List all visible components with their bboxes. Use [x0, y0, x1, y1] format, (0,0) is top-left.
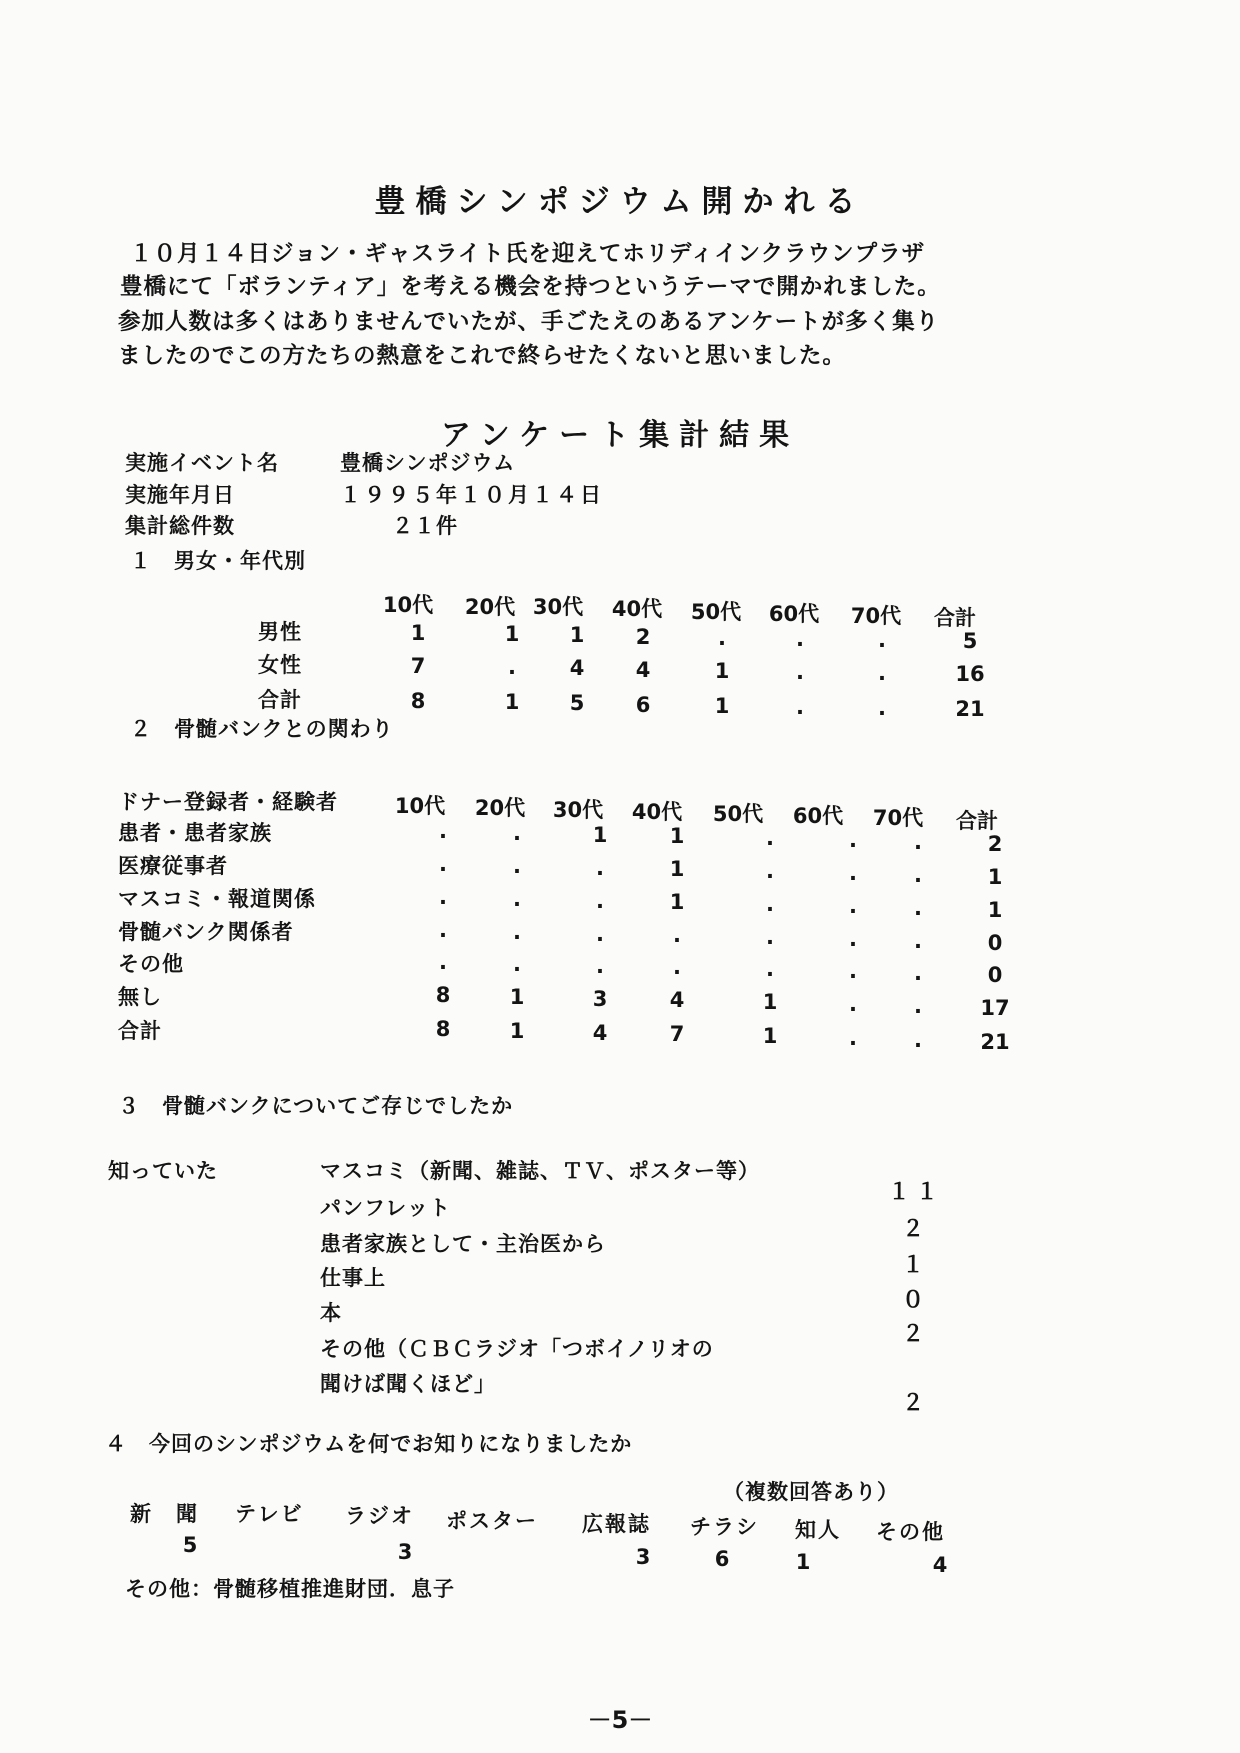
q2-row-label: 患者・患者家族	[118, 821, 272, 845]
q3-item-label: 患者家族として・主治医から	[320, 1232, 606, 1256]
intro-line: 豊橋にて「ボランティア」を考える機会を持つというテーマで開かれました。	[120, 274, 941, 300]
q2-cell: .	[513, 853, 521, 878]
q2-cell: .	[914, 1027, 922, 1052]
q2-cell: .	[439, 918, 447, 942]
q1-row-label: 男性	[258, 620, 302, 644]
q2-cell: 2	[987, 831, 1003, 856]
meta-value: 豊橋シンポジウム	[340, 451, 516, 475]
q2-cell: .	[849, 894, 857, 918]
q3-title: ３ 骨髄バンクについてご存じでしたか	[118, 1094, 514, 1118]
q1-cell: 1	[504, 622, 520, 647]
q4-label: テレビ	[235, 1502, 304, 1526]
q1-cell: .	[878, 696, 886, 721]
q2-cell: 8	[435, 1017, 451, 1041]
q2-title: ２ 骨髄バンクとの関わり	[130, 717, 394, 741]
q2-cell: .	[914, 895, 922, 920]
q2-cell: .	[439, 852, 447, 876]
q2-cell: .	[596, 888, 604, 913]
q2-row-label: 無し	[118, 985, 162, 1009]
q2-cell: .	[439, 819, 447, 843]
q2-cell: .	[673, 955, 681, 980]
q3-item-count: ０	[901, 1288, 930, 1313]
q1-header-cell: 60代	[768, 602, 820, 626]
q2-cell: 1	[762, 990, 778, 1015]
q2-cell: 0	[987, 962, 1003, 987]
q4-value: 5	[182, 1533, 198, 1557]
q1-cell: .	[718, 625, 726, 650]
q3-item-label: パンフレット	[320, 1196, 451, 1220]
q2-cell: .	[849, 828, 857, 852]
meta-label: 実施イベント名	[125, 451, 279, 475]
q4-note: （複数回答あり）	[723, 1480, 899, 1504]
q2-cell: 4	[669, 988, 685, 1013]
q1-cell: 7	[410, 654, 426, 678]
q2-row-label: 医療従事者	[118, 854, 228, 878]
q2-cell: 1	[669, 824, 685, 849]
q1-row-label: 合計	[258, 688, 302, 712]
q1-title: １ 男女・年代別	[130, 549, 306, 573]
q1-cell: .	[796, 627, 804, 651]
q1-header-cell: 20代	[464, 595, 516, 619]
intro-line: 参加人数は多くはありませんでいたが、手ごたえのあるアンケートが多く集り	[118, 309, 940, 335]
q2-cell: 1	[509, 1018, 525, 1043]
q3-item-count: ２	[901, 1217, 930, 1242]
q2-cell: .	[596, 953, 604, 978]
q2-cell: .	[766, 892, 774, 917]
q4-label: 広報誌	[582, 1512, 651, 1536]
q2-cell: .	[766, 925, 774, 950]
q2-header-cell: 70代	[872, 806, 924, 830]
q1-cell: 6	[635, 692, 651, 717]
q2-cell: .	[766, 859, 774, 884]
q2-cell: 8	[435, 983, 451, 1007]
q3-item-label: 聞けば聞くほど」	[320, 1372, 496, 1396]
q2-header-cell: 30代	[552, 798, 604, 822]
q2-row-label: ドナー登録者・経験者	[118, 790, 338, 814]
meta-value: １９９５年１０月１４日	[340, 483, 604, 507]
q2-cell: .	[849, 1026, 857, 1050]
q1-header-cell: 10代	[382, 593, 434, 617]
q2-cell: 1	[592, 822, 608, 847]
q2-cell: .	[513, 919, 521, 944]
q3-group-label: 知っていた	[108, 1159, 218, 1183]
q4-value: 3	[635, 1545, 651, 1569]
q1-cell: 1	[410, 621, 426, 645]
q1-cell: .	[796, 695, 804, 719]
survey-title: アンケート集計結果	[440, 418, 800, 453]
q1-cell: 8	[410, 689, 426, 713]
meta-label: 集計総件数	[125, 514, 235, 538]
q2-row-label: マスコミ・報道関係	[118, 887, 316, 911]
meta-value: ２１件	[392, 514, 458, 538]
intro-line: １０月１４日ジョン・ギャスライト氏を迎えてホリディインクラウンプラザ	[130, 241, 926, 267]
q3-item-label: 本	[320, 1301, 342, 1325]
q2-row-label: 合計	[118, 1019, 162, 1043]
q2-cell: .	[849, 861, 857, 885]
q2-cell: .	[914, 993, 922, 1018]
q1-cell: 4	[635, 657, 651, 682]
page-title: 豊橋シンポジウム開かれる	[374, 184, 866, 220]
q4-label: 新 聞	[130, 1502, 199, 1526]
q2-cell: 4	[592, 1020, 608, 1045]
q4-label: ラジオ	[345, 1504, 414, 1528]
q2-row-label: 骨髄バンク関係者	[118, 920, 294, 944]
q2-cell: 1	[509, 984, 525, 1009]
q4-value: 1	[795, 1550, 811, 1574]
meta-label: 実施年月日	[125, 483, 235, 507]
q2-cell: .	[513, 886, 521, 911]
q2-header-cell: 50代	[712, 802, 764, 826]
q4-other: その他：骨髄移植推進財団．息子	[125, 1577, 455, 1601]
q3-item-label: マスコミ（新聞、雑誌、ＴＶ、ポスター等）	[320, 1159, 760, 1183]
q3-item-label: その他（ＣＢＣラジオ「つボイノリオの	[320, 1337, 714, 1361]
q1-cell: 4	[569, 656, 585, 681]
q2-header-cell: 合計	[956, 809, 998, 833]
q2-header-cell: 60代	[792, 804, 844, 828]
q2-cell: 1	[669, 857, 685, 882]
q2-cell: .	[766, 826, 774, 851]
q2-cell: 3	[592, 986, 608, 1011]
q2-cell: 1	[987, 897, 1003, 922]
q1-cell: 5	[962, 629, 978, 654]
q3-item-count: １	[901, 1253, 930, 1278]
q2-cell: .	[849, 992, 857, 1016]
q1-cell: .	[796, 660, 804, 684]
q2-cell: .	[914, 862, 922, 887]
q2-cell: 1	[987, 864, 1003, 889]
q2-cell: .	[914, 928, 922, 953]
q4-label: その他	[876, 1520, 945, 1544]
q2-row-label: その他	[118, 952, 184, 976]
q1-header-cell: 合計	[934, 606, 976, 630]
q1-header-cell: 40代	[611, 597, 663, 621]
q2-cell: 7	[669, 1022, 685, 1047]
q1-cell: 1	[714, 658, 730, 683]
q3-item-count: ２	[901, 1391, 930, 1416]
q2-cell: .	[513, 820, 521, 845]
q2-cell: .	[439, 885, 447, 909]
q2-cell: 21	[980, 1029, 1010, 1054]
q2-cell: .	[596, 921, 604, 946]
q2-cell: 1	[669, 890, 685, 915]
q2-header-cell: 10代	[394, 794, 446, 818]
intro-line: ましたのでこの方たちの熱意をこれで終らせたくないと思いました。	[118, 343, 846, 369]
q1-cell: 1	[569, 623, 585, 648]
q1-header-cell: 50代	[690, 600, 742, 624]
q1-cell: .	[508, 655, 516, 680]
q2-cell: .	[513, 951, 521, 976]
q4-value: 4	[932, 1553, 948, 1577]
q4-label: ポスター	[446, 1509, 538, 1533]
q1-cell: .	[878, 628, 886, 653]
q4-title: ４ 今回のシンポジウムを何でお知りになりましたか	[105, 1432, 633, 1456]
q2-cell: .	[596, 855, 604, 880]
q1-cell: 2	[635, 624, 651, 649]
page-number: －5－	[587, 1706, 653, 1734]
q3-item-count: ２	[901, 1322, 930, 1347]
q1-cell: 5	[569, 691, 585, 716]
q3-item-label: 仕事上	[320, 1266, 386, 1290]
q2-cell: .	[914, 829, 922, 854]
q4-value: 3	[397, 1540, 413, 1564]
q2-cell: .	[439, 950, 447, 974]
q1-row-label: 女性	[258, 653, 302, 677]
q1-header-cell: 70代	[850, 604, 902, 628]
q2-cell: .	[849, 959, 857, 983]
q1-cell: 16	[955, 662, 985, 687]
q1-cell: 1	[714, 693, 730, 718]
q2-cell: 17	[980, 995, 1010, 1020]
q2-cell: 0	[987, 930, 1003, 955]
q2-cell: .	[914, 960, 922, 985]
q2-header-cell: 40代	[631, 800, 683, 824]
q2-cell: .	[673, 923, 681, 948]
q1-cell: .	[878, 661, 886, 686]
q4-label: 知人	[795, 1518, 841, 1542]
q2-cell: 1	[762, 1024, 778, 1049]
q4-label: チラシ	[690, 1515, 759, 1539]
q1-cell: 1	[504, 690, 520, 715]
q1-cell: 21	[955, 697, 985, 722]
q1-header-cell: 30代	[532, 595, 584, 619]
q2-header-cell: 20代	[474, 796, 526, 820]
q4-value: 6	[714, 1547, 730, 1571]
q3-item-count: １１	[887, 1180, 944, 1205]
q2-cell: .	[849, 927, 857, 951]
q2-cell: .	[766, 957, 774, 982]
